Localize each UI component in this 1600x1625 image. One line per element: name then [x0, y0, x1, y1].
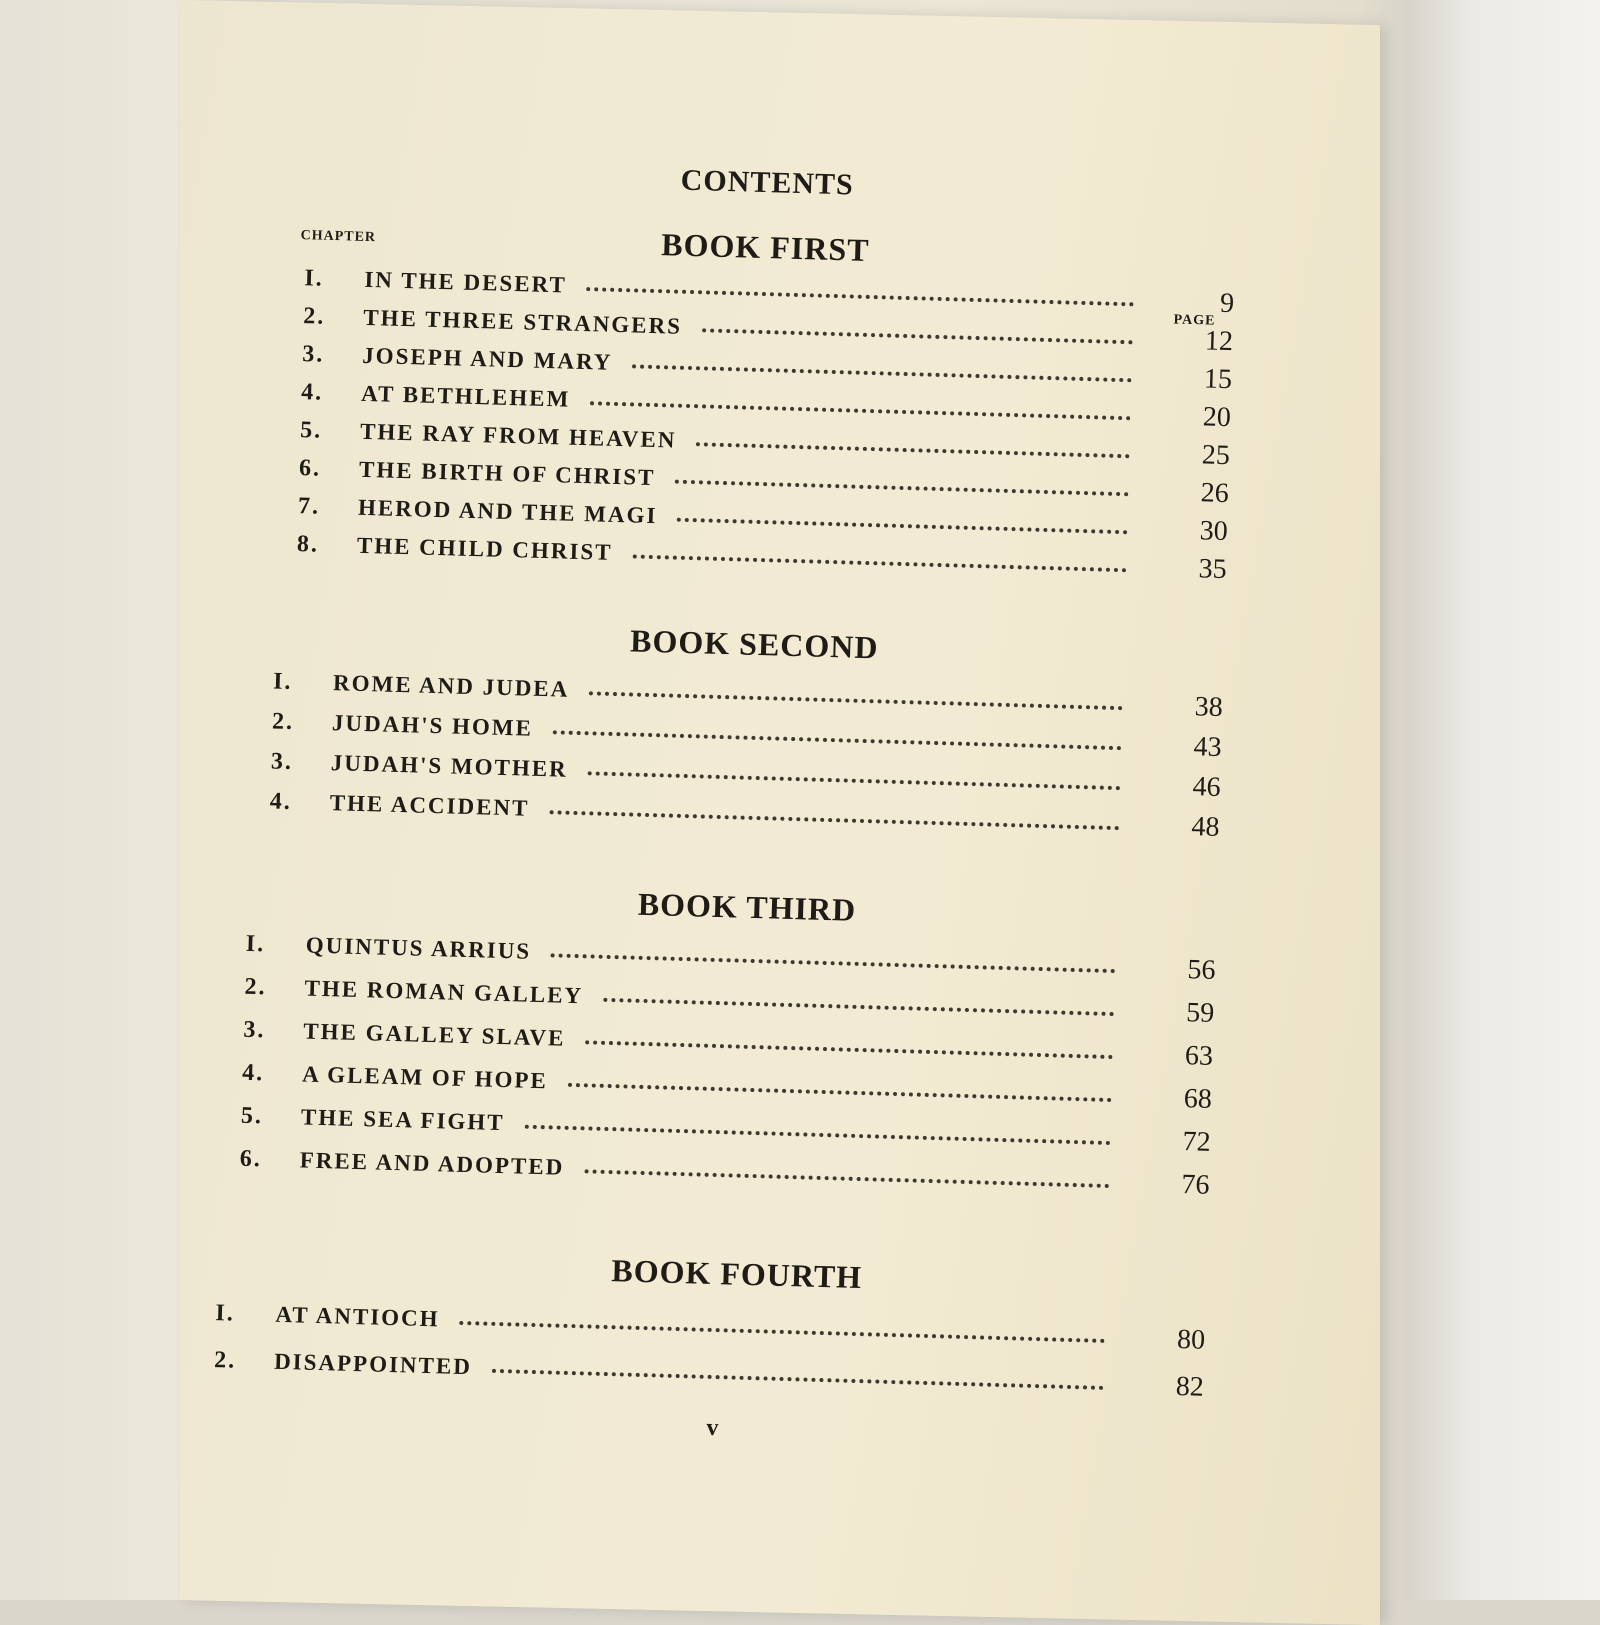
- chapter-number: 6.: [239, 1145, 263, 1172]
- book-heading: BOOK SECOND: [629, 622, 880, 666]
- dot-leader: [696, 442, 1130, 458]
- chapter-title: THE RAY FROM HEAVEN: [359, 418, 677, 453]
- dot-leader: [524, 1125, 1110, 1145]
- page-number: 48: [1191, 811, 1220, 843]
- chapter-title: JOSEPH AND MARY: [361, 342, 613, 375]
- page-number: 46: [1192, 771, 1221, 803]
- chapter-number: 3.: [243, 1016, 266, 1043]
- dot-leader: [603, 998, 1114, 1016]
- chapter-number: 4.: [269, 787, 293, 815]
- dot-leader: [551, 953, 1115, 973]
- chapter-title: DISAPPOINTED: [273, 1348, 473, 1380]
- chapter-number: 6.: [298, 454, 322, 482]
- chapter-title: THE CHILD CHRIST: [356, 532, 613, 565]
- chapter-number: 3.: [270, 747, 294, 775]
- chapter-column-label: CHAPTER: [300, 228, 377, 246]
- page-number: 38: [1194, 691, 1224, 723]
- chapter-number: 4.: [241, 1059, 265, 1086]
- page-number: 76: [1181, 1169, 1210, 1201]
- chapter-title: IN THE DESERT: [364, 266, 568, 298]
- dot-leader: [588, 771, 1121, 790]
- chapter-title: THE ACCIDENT: [329, 790, 530, 821]
- page-number: 80: [1176, 1323, 1206, 1356]
- chapter-number: 2.: [213, 1346, 237, 1374]
- chapter-number: 3.: [301, 340, 325, 368]
- chapter-title: HEROD AND THE MAGI: [357, 494, 658, 529]
- dot-leader: [589, 691, 1123, 710]
- chapter-number: 7.: [297, 492, 321, 520]
- dot-leader: [590, 401, 1131, 420]
- chapter-title: THE BIRTH OF CHRIST: [358, 456, 656, 491]
- dot-leader: [702, 328, 1133, 344]
- page-number: 30: [1199, 515, 1229, 548]
- dot-leader: [584, 1169, 1109, 1188]
- chapter-number: 2.: [302, 302, 326, 330]
- chapter-number: 5.: [299, 416, 323, 444]
- chapter-title: THE ROMAN GALLEY: [304, 975, 584, 1009]
- chapter-title: THE THREE STRANGERS: [362, 304, 683, 339]
- chapter-number: I.: [304, 264, 325, 292]
- page-number: 12: [1204, 325, 1234, 358]
- dot-leader: [677, 518, 1127, 535]
- chapter-title: ROME AND JUDEA: [332, 670, 570, 702]
- page-number: 56: [1187, 954, 1216, 986]
- dot-leader: [553, 730, 1122, 750]
- page-column-label: PAGE: [1173, 312, 1216, 329]
- chapter-number: 2.: [271, 707, 295, 735]
- dot-leader: [549, 810, 1119, 830]
- chapter-number: I.: [272, 667, 293, 695]
- page-number: 63: [1184, 1040, 1214, 1072]
- page-number: 68: [1183, 1083, 1213, 1115]
- chapter-title: AT BETHLEHEM: [360, 380, 571, 412]
- chapter-title: AT ANTIOCH: [275, 1301, 440, 1332]
- dot-leader: [459, 1321, 1105, 1343]
- book-heading: BOOK FOURTH: [610, 1252, 863, 1296]
- book-heading: BOOK THIRD: [637, 885, 857, 928]
- contents-title: CONTENTS: [680, 163, 855, 202]
- page-number: 9: [1219, 287, 1235, 320]
- page-number: 26: [1200, 477, 1230, 510]
- page-number: 35: [1198, 553, 1228, 586]
- chapter-title: JUDAH'S HOME: [331, 710, 534, 741]
- chapter-number: I.: [245, 930, 266, 957]
- dot-leader: [585, 1040, 1113, 1059]
- page-number: 82: [1175, 1370, 1205, 1403]
- chapter-number: 4.: [300, 378, 324, 406]
- chapter-number: 8.: [296, 530, 320, 558]
- chapter-number: 2.: [244, 973, 267, 1000]
- page-number: 15: [1203, 363, 1233, 396]
- chapter-number: 5.: [240, 1102, 264, 1129]
- chapter-title: THE GALLEY SLAVE: [303, 1018, 566, 1051]
- dot-leader: [568, 1083, 1112, 1102]
- dot-leader: [675, 480, 1128, 497]
- chapter-number: I.: [215, 1299, 236, 1327]
- chapter-title: FREE AND ADOPTED: [299, 1147, 565, 1180]
- page-number: 72: [1182, 1126, 1212, 1158]
- page-number: 20: [1202, 401, 1232, 434]
- dot-leader: [632, 364, 1132, 382]
- book-heading: BOOK FIRST: [660, 226, 871, 268]
- page-number: 59: [1185, 997, 1215, 1029]
- dot-leader: [492, 1369, 1104, 1390]
- chapter-title: QUINTUS ARRIUS: [305, 932, 532, 964]
- page-folio: v: [706, 1414, 719, 1442]
- page-number: 25: [1201, 439, 1231, 472]
- dot-leader: [632, 554, 1126, 572]
- chapter-title: THE SEA FIGHT: [300, 1104, 505, 1136]
- chapter-title: A GLEAM OF HOPE: [301, 1061, 549, 1094]
- chapter-title: JUDAH'S MOTHER: [330, 750, 569, 782]
- page-number: 43: [1193, 731, 1223, 763]
